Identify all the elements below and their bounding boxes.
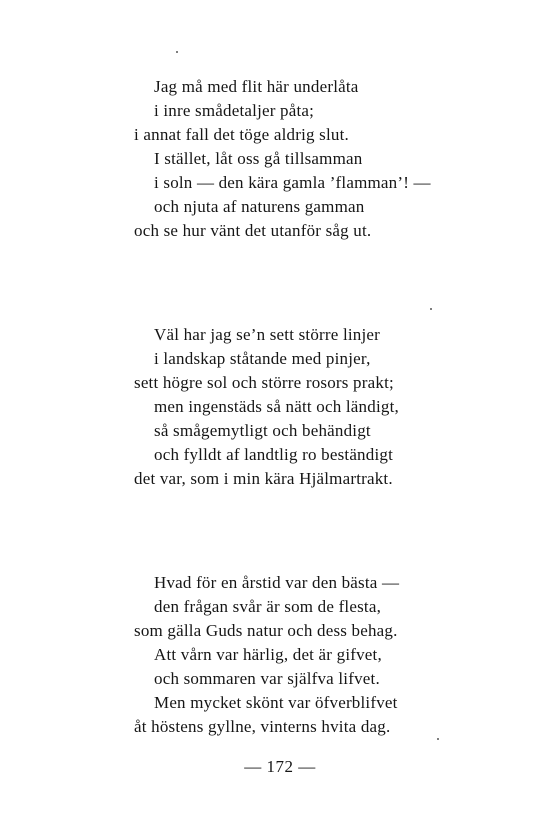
poem-line: som gälla Guds natur och dess behag. — [134, 621, 398, 640]
poem-line: och njuta af naturens gamman — [154, 197, 365, 216]
poem-line: Hvad för en årstid var den bästa — — [154, 573, 400, 592]
poem-line: Att vårn var härlig, det är gifvet, — [154, 645, 382, 664]
poem-line: den frågan svår är som de flesta, — [154, 597, 382, 616]
poem-line: och sommaren var själfva lifvet. — [154, 669, 380, 688]
poem-line: Jag må med flit här underlåta — [154, 77, 359, 96]
poem-line: Väl har jag se’n sett större linjer — [154, 325, 381, 344]
poem-line: och se hur vänt det utanför såg ut. — [134, 221, 372, 240]
print-speck — [430, 308, 432, 310]
poem-line: och fylldt af landtlig ro beständigt — [154, 445, 394, 464]
poem-line: I stället, låt oss gå tillsamman — [154, 149, 363, 168]
poem-line: i annat fall det töge aldrig slut. — [134, 125, 349, 144]
poem-line: men ingenstäds så nätt och ländigt, — [154, 397, 399, 416]
print-speck — [176, 51, 178, 53]
page-number: — 172 — — [244, 757, 316, 776]
print-speck — [437, 738, 439, 740]
poem-line: i inre smådetaljer påta; — [154, 101, 315, 120]
poem-line: så smågemytligt och behändigt — [154, 421, 371, 440]
poem-line: det var, som i min kära Hjälmartrakt. — [134, 469, 393, 488]
poem-line: Men mycket skönt var öfverblifvet — [154, 693, 398, 712]
poem-line: i landskap ståtande med pinjer, — [154, 349, 371, 368]
poem-line: i soln — den kära gamla ’flamman’! — — [154, 173, 431, 192]
poem-line: åt höstens gyllne, vinterns hvita dag. — [134, 717, 391, 736]
poem-line: sett högre sol och större rosors prakt; — [134, 373, 394, 392]
